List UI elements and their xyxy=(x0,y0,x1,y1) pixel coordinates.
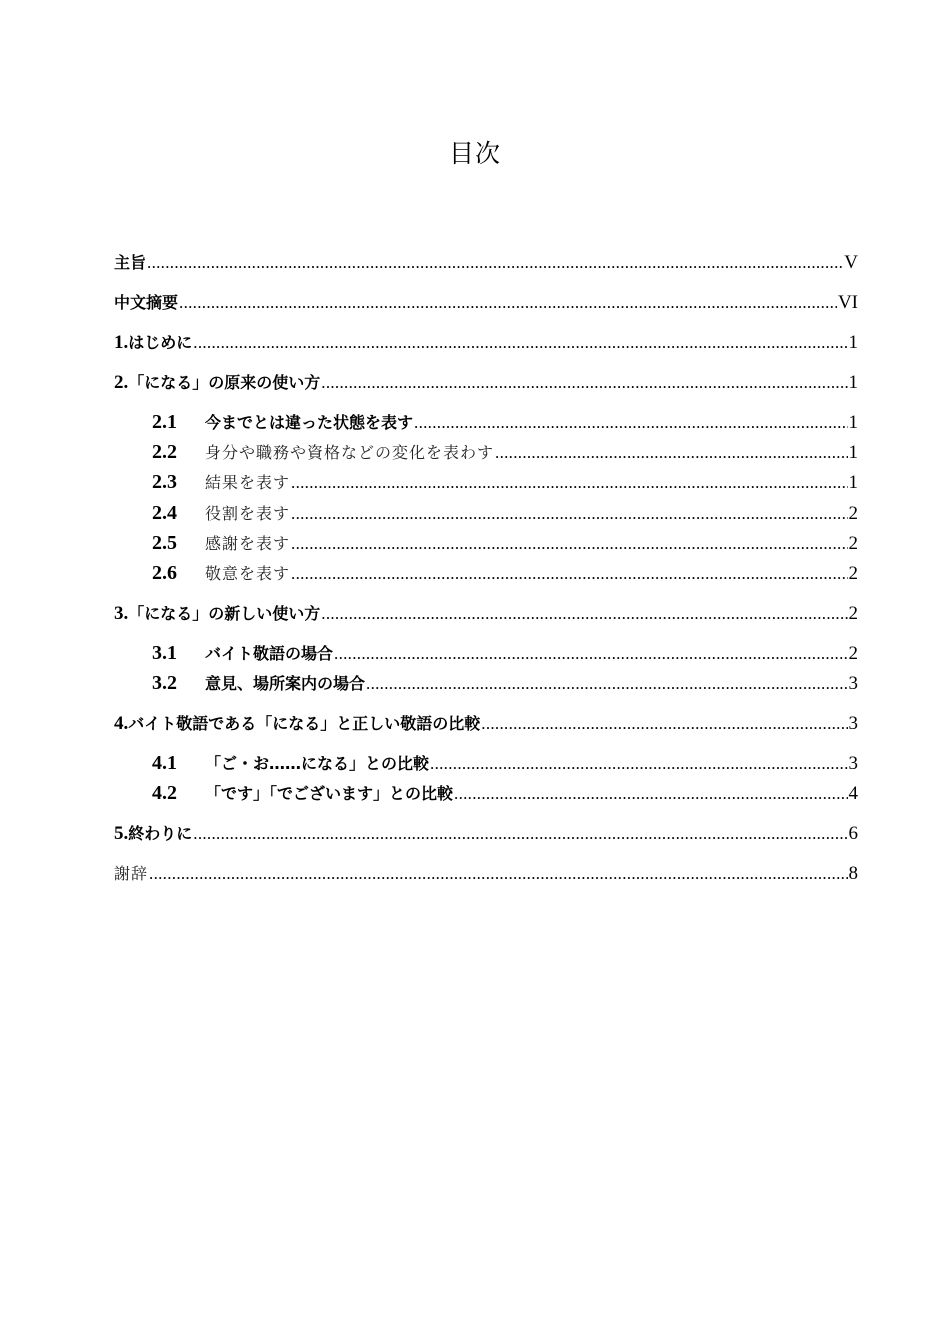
toc-section-number: 2.4 xyxy=(152,502,177,524)
toc-section-number: 2.2 xyxy=(152,441,177,463)
toc-page-number: 4 xyxy=(848,783,858,804)
toc-entry-text: 敬意を表す xyxy=(205,564,291,583)
toc-page-number: 1 xyxy=(848,412,858,433)
toc-page-number: V xyxy=(844,252,858,273)
dot-leader xyxy=(291,564,847,584)
toc-section-number: 2. xyxy=(114,372,129,393)
toc-page-number: 1 xyxy=(848,332,858,353)
toc-title: 目次 xyxy=(448,139,501,168)
dot-leader xyxy=(414,413,847,433)
dot-leader xyxy=(179,293,837,313)
toc-section-number: 3.1 xyxy=(152,642,177,664)
toc-entry-2-5[interactable] xyxy=(152,531,858,559)
toc-page-number: 2 xyxy=(848,503,858,524)
toc-section-number: 4.1 xyxy=(152,752,177,774)
dot-leader xyxy=(430,754,847,774)
toc-page-number: 3 xyxy=(848,673,858,694)
toc-entry-text: 「です」「でございます」との比較 xyxy=(205,784,454,803)
toc-entry-3-1[interactable] xyxy=(152,641,858,669)
toc-entry-2-4[interactable] xyxy=(152,501,858,529)
toc-entry-3-2[interactable] xyxy=(152,671,858,699)
toc-page-number: 3 xyxy=(848,753,858,774)
toc-page-number: 1 xyxy=(848,372,858,393)
dot-leader xyxy=(481,714,847,734)
toc-entry-text: 「になる」の原来の使い方 xyxy=(128,373,321,392)
dot-leader xyxy=(193,824,847,844)
dot-leader xyxy=(321,604,847,624)
toc-entry-text: バイト敬語の場合 xyxy=(205,644,334,663)
toc-entry-text: 主旨 xyxy=(114,253,147,272)
toc-section-number: 3.2 xyxy=(152,672,177,694)
toc-page-number: 3 xyxy=(848,713,858,734)
toc-section-number: 3. xyxy=(114,603,129,624)
toc-entry-2-2[interactable] xyxy=(152,440,858,468)
toc-page-number: 2 xyxy=(848,603,858,624)
toc-entry-text: はじめに xyxy=(128,333,193,352)
toc-entry-chinese-abstract[interactable] xyxy=(114,290,858,318)
toc-entry-text: 終わりに xyxy=(128,824,193,843)
toc-entry-shushi[interactable] xyxy=(114,250,858,278)
toc-page-number: 8 xyxy=(848,863,858,884)
dot-leader xyxy=(193,333,847,353)
dot-leader xyxy=(334,644,847,664)
toc-entry-text: 意見、場所案内の場合 xyxy=(205,674,366,693)
toc-section-number: 2.3 xyxy=(152,471,177,493)
toc-section-number: 4. xyxy=(114,713,129,734)
toc-page-number: 2 xyxy=(848,643,858,664)
dot-leader xyxy=(321,373,847,393)
toc-entry-text: 感謝を表す xyxy=(205,534,291,553)
toc-page-number: 2 xyxy=(848,533,858,554)
dot-leader xyxy=(147,253,843,273)
toc-section-number: 2.5 xyxy=(152,532,177,554)
toc-entry-text: 「ご・お……になる」との比較 xyxy=(205,754,430,773)
toc-entry-4-1[interactable] xyxy=(152,751,858,779)
dot-leader xyxy=(366,674,847,694)
toc-entry-2[interactable] xyxy=(114,370,858,398)
toc-section-number: 2.1 xyxy=(152,411,177,433)
dot-leader xyxy=(291,504,847,524)
toc-page-number: 2 xyxy=(848,563,858,584)
toc-entry-text: 役割を表す xyxy=(205,504,291,523)
toc-entry-text: 今までとは違った状態を表す xyxy=(205,413,414,432)
dot-leader xyxy=(495,443,847,463)
toc-entry-text: バイト敬語である「になる」と正しい敬語の比較 xyxy=(128,714,481,733)
toc-page-number: 1 xyxy=(848,472,858,493)
toc-entry-2-3[interactable] xyxy=(152,470,858,498)
toc-entry-2-6[interactable] xyxy=(152,561,858,589)
toc-section-number: 2.6 xyxy=(152,562,177,584)
toc-entry-5[interactable] xyxy=(114,821,858,849)
toc-entry-text: 結果を表す xyxy=(205,473,291,492)
toc-entry-4-2[interactable] xyxy=(152,781,858,809)
toc-section-number: 1. xyxy=(114,332,129,353)
toc-entry-text: 身分や職務や資格などの変化を表わす xyxy=(205,443,495,462)
toc-entry-text: 「になる」の新しい使い方 xyxy=(128,604,321,623)
dot-leader xyxy=(454,784,847,804)
toc-entry-text: 中文摘要 xyxy=(114,293,179,312)
toc-page-number: VI xyxy=(837,292,858,313)
toc-entry-3[interactable] xyxy=(114,601,858,629)
toc-page-number: 6 xyxy=(848,823,858,844)
toc-entry-acknowledgements[interactable] xyxy=(114,861,858,889)
toc-entry-4[interactable] xyxy=(114,711,858,739)
toc-page-number: 1 xyxy=(848,442,858,463)
dot-leader xyxy=(291,473,847,493)
dot-leader xyxy=(291,534,847,554)
dot-leader xyxy=(149,864,847,884)
toc-entry-text: 謝辞 xyxy=(114,864,149,883)
toc-entry-2-1[interactable] xyxy=(152,410,858,438)
toc-section-number: 4.2 xyxy=(152,782,177,804)
toc-section-number: 5. xyxy=(114,823,129,844)
toc-entry-1[interactable] xyxy=(114,330,858,358)
